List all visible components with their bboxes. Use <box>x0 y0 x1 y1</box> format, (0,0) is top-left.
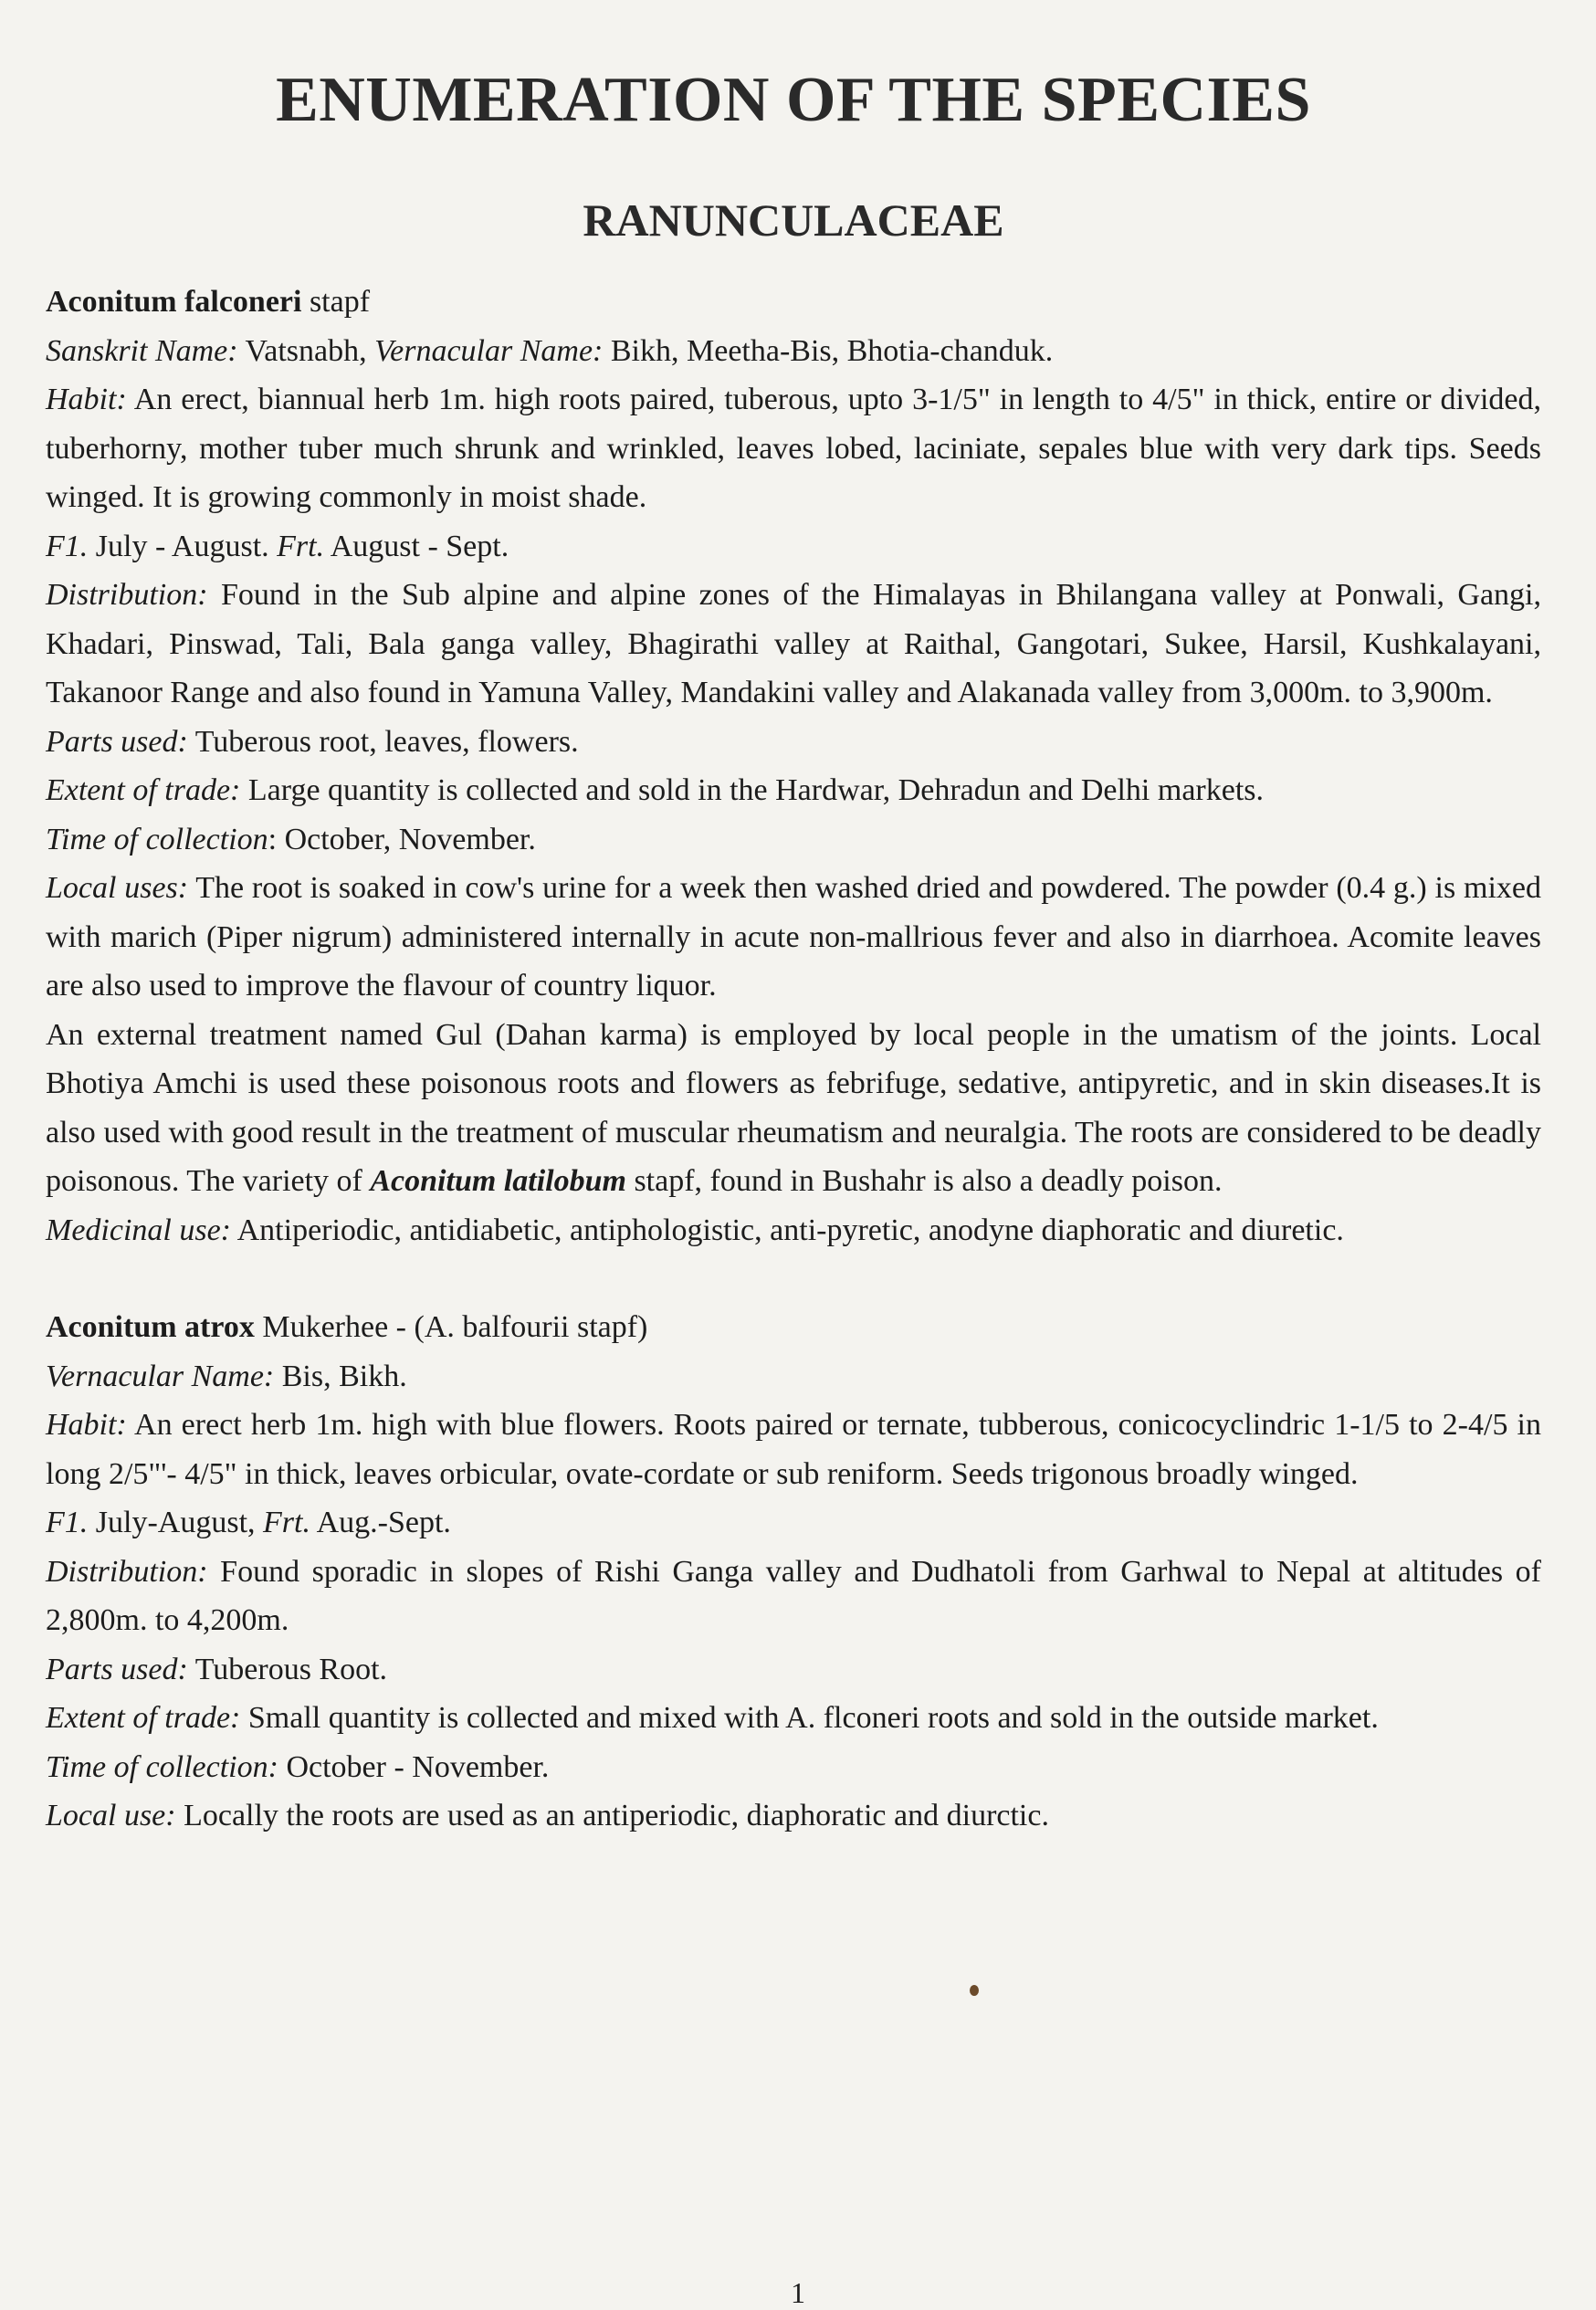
field-text: Bis, Bikh. <box>274 1359 407 1393</box>
field-label: Vernacular Name: <box>46 1359 275 1393</box>
species-name: Aconitum falconeri <box>46 285 302 319</box>
name-line <box>46 1352 1541 1402</box>
collection-time-line <box>46 815 1541 865</box>
local-uses-paragraph <box>46 864 1541 1011</box>
species-name: Aconitum atrox <box>46 1310 255 1344</box>
field-text: Bikh, Meetha-Bis, Bhotia-chanduk. <box>603 333 1054 368</box>
field-text: Found in the Sub alpine and alpine zones of the Himalayas in Bhilangana valley at Ponwali, Gangi, Khadari, Pinswad, Tali, Bala ganga valley, Bhagirathi valley at Raithal, Gangotari, Sukee, Harsil, Kushkalayani, Takanoor Range and also found in Yamuna Valley, Mandakini valley and Alakanada valley from 3,000m. to 3,900m. <box>46 578 1541 709</box>
field-label: Time of collection <box>46 822 268 856</box>
name-line <box>46 327 1541 376</box>
field-text: Large quantity is collected and sold in the Hardwar, Dehradun and Delhi markets. <box>240 773 1264 807</box>
collection-time-line <box>46 1743 1541 1792</box>
treatment-paragraph <box>46 1011 1541 1206</box>
habit-paragraph <box>46 375 1541 522</box>
local-use-line <box>46 1791 1541 1841</box>
field-label: Vernacular Name: <box>374 333 604 368</box>
species-entry-2 <box>46 1303 1541 1841</box>
field-text: Locally the roots are used as an antiperiodic, diaphoratic and diurctic. <box>175 1799 1049 1832</box>
field-text: Antiperiodic, antidiabetic, antiphologistic, anti-pyretic, anodyne diaphoratic and diuretic. <box>231 1213 1344 1247</box>
distribution-paragraph <box>46 1548 1541 1645</box>
species-heading <box>46 278 1541 327</box>
habit-paragraph <box>46 1401 1541 1498</box>
field-label: Distribution: <box>46 1554 208 1589</box>
field-label: Distribution: <box>46 578 208 612</box>
field-label: Extent of trade: <box>46 773 241 807</box>
field-label: Local use: <box>46 1799 176 1832</box>
field-text: Aug.-Sept. <box>310 1506 451 1539</box>
field-label: Parts used: <box>46 1652 188 1686</box>
field-text: July-August, <box>88 1506 264 1539</box>
field-label: F1. <box>46 1506 89 1539</box>
field-text: Vatsnabh, <box>237 333 375 368</box>
field-text: An erect herb 1m. high with blue flowers. Roots paired or ternate, tubberous, conicocyclindric 1-1/5 to 2-4/5 in long 2/5"'- 4/5" in thick, leaves orbicular, ovate-cordate or sub reniform. Seeds trigonous broadly winged. <box>46 1408 1541 1491</box>
field-label: Habit: <box>46 383 127 416</box>
page-title: ENUMERATION OF THE SPECIES <box>276 65 1311 135</box>
field-label: Frt. <box>263 1506 310 1539</box>
flowering-line <box>46 1498 1541 1548</box>
field-text: Found sporadic in slopes of Rishi Ganga valley and Dudhatoli from Garhwal to Nepal at altitudes of 2,800m. to 4,200m. <box>46 1554 1541 1637</box>
field-text: Small quantity is collected and mixed with A. flconeri roots and sold in the outside market. <box>240 1701 1379 1735</box>
distribution-paragraph <box>46 571 1541 718</box>
variety-name: Aconitum latilobum <box>370 1164 626 1198</box>
field-label: Extent of trade: <box>46 1701 241 1735</box>
field-text: August - Sept. <box>324 529 509 563</box>
field-text: The root is soaked in cow's urine for a week then washed dried and powdered. The powder (0.4 g.) is mixed with marich (Piper nigrum) administered internally in acute non-mallrious fever and also in diarrhoea. Acomite leaves are also used to improve the flavour of country liquor. <box>46 871 1541 1003</box>
parts-used-line <box>46 718 1541 767</box>
field-text: October - November. <box>278 1749 550 1784</box>
page-number: 1 <box>791 2276 805 2309</box>
ink-spot <box>970 1985 979 1996</box>
field-label: Time of collection: <box>46 1749 278 1784</box>
medicinal-use-paragraph <box>46 1206 1541 1255</box>
field-label: Habit: <box>46 1408 127 1442</box>
trade-line <box>46 1694 1541 1743</box>
field-label: F1. <box>46 529 89 563</box>
field-text: July - August. <box>88 529 278 563</box>
field-label: Medicinal use: <box>46 1213 231 1247</box>
field-text: An erect, biannual herb 1m. high roots paired, tuberous, upto 3-1/5" in length to 4/5" in thick, entire or divided, tuberhorny, mother tuber much shrunk and wrinkled, leaves lobed, laciniate, sepales blue with very dark tips. Seeds winged. It is growing commonly in moist shade. <box>46 383 1541 514</box>
species-author: Mukerhee - (A. balfourii stapf) <box>254 1310 648 1344</box>
field-text: Tuberous Root. <box>187 1652 388 1686</box>
field-text: : October, November. <box>268 822 536 856</box>
field-label: Local uses: <box>46 871 189 905</box>
species-heading <box>46 1303 1541 1352</box>
flowering-line <box>46 522 1541 572</box>
field-text: Tuberous root, leaves, flowers. <box>187 724 579 759</box>
family-heading: RANUNCULACEAE <box>583 194 1004 246</box>
field-text: stapf, found in Bushahr is also a deadly poison. <box>625 1164 1223 1198</box>
parts-used-line <box>46 1645 1541 1695</box>
species-author: stapf <box>301 285 371 319</box>
field-label: Frt. <box>277 529 325 563</box>
trade-line <box>46 766 1541 815</box>
field-label: Sanskrit Name: <box>46 333 238 368</box>
species-entry-1 <box>46 278 1541 1255</box>
field-label: Parts used: <box>46 724 188 759</box>
field-text: An external treatment named Gul (Dahan karma) is employed by local people in the umatism of the joints. Local Bhotiya Amchi is used these poisonous roots and flowers as febrifuge, sedative, antipyretic, and in skin diseases.It is also used with good result in the treatment of muscular rheumatism and neuralgia. The roots are considered to be deadly poisonous. The variety of <box>46 1017 1541 1198</box>
